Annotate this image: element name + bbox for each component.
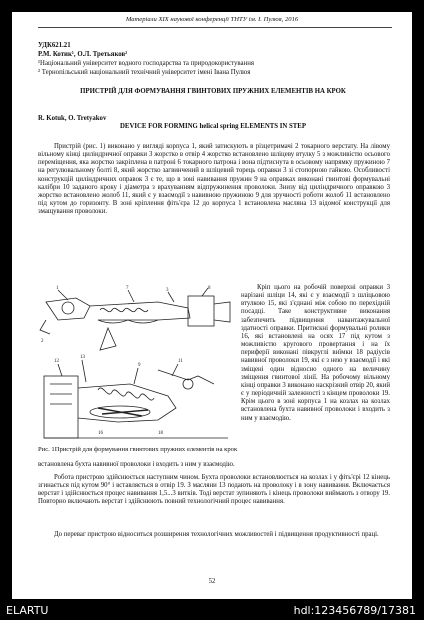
running-header: Матеріали XIX наукової конференції ТНТУ ім. І. Пулюя, 2016 [125, 16, 299, 23]
svg-text:8: 8 [208, 286, 211, 291]
svg-text:13: 13 [80, 355, 85, 360]
authors-en: R. Kotuk, O. Tretyakov [38, 115, 107, 122]
svg-text:18: 18 [158, 431, 163, 436]
footer-handle: hdl:123456789/17381 [293, 604, 416, 617]
svg-text:9: 9 [138, 363, 141, 368]
paragraph-2-continued: встановлена бухта навивної проволоки і входить з ним у взаємодію. [38, 461, 235, 468]
header-rule [38, 27, 392, 28]
paragraph-4: До переваг пристрою відноситься розширення технологічних можливостей і підвищення продуктивності праці. [54, 531, 379, 538]
document-page [12, 12, 412, 599]
device-figure [38, 284, 236, 445]
paper-title-ua: ПРИСТРІЙ ДЛЯ ФОРМУВАННЯ ГВИНТОВИХ ПРУЖНИХ ЕЛЕМЕНТІВ НА КРОК [80, 88, 346, 95]
svg-text:12: 12 [54, 359, 59, 364]
svg-text:11: 11 [178, 359, 183, 364]
figure-caption: Рис. 1Пристрій для формування гвинтових пружних елементів на крок [38, 446, 238, 453]
udk-code: УДК621.21 [38, 42, 71, 49]
svg-text:1: 1 [56, 286, 59, 291]
page-number: 52 [208, 578, 216, 585]
svg-text:7: 7 [126, 286, 129, 291]
paragraph-2: Кріп цього на робочій поверхні оправки 3 нарізані шліци 14, які є у взаємодії з шліцьовою втулкою 15, які з'єднані між собою по перехідній посадці. Таке конструктивне виконання забезпечить підвищення навантажувальної здатності оправки. Притискні формувальні ролики 16, які встановлені на осях 17 під кутом з можливістю кругового провертання і на їх периферії виконані півкруглі виїмки 18 радіусів навивної проволоки 19, які є з нею у взаємодії і які зміщені один відносно одного на величину зміщення гвинтової лінії. На робочому вільному кінці оправки 3 виконано наскрізний отвір 20, який є у періодичній залежності з кінцем проволоки 19. Крім цього в зоні корпуса 1 на козлах на козлах встановлена бухта навивної проволоки і входить з ним у взаємодію. [241, 284, 390, 422]
affiliation-1: ¹Національний університет водного господарства та природокористування [38, 60, 254, 67]
paper-title-en: DEVICE FOR FORMING helical spring ELEMENTS IN STEP [120, 123, 306, 130]
svg-text:3: 3 [166, 288, 169, 293]
authors-ua: Р.М. Котик¹, О.Л. Третьяков² [38, 51, 128, 58]
svg-text:16: 16 [98, 431, 103, 436]
svg-text:2: 2 [41, 339, 44, 344]
affiliation-2: ² Тернопільський національний технічний університет імені Івана Пулюя [38, 69, 251, 76]
paragraph-1: Пристрій (рис. 1) виконано у вигляді корпуса 1, який затискують в різцетримачі 2 токарного верстату. На лівому вільному кінці циліндричної оправки 3 жорстко в отвір 4 жорстко встановлено шліцеву втулку 5 з можливістю осьового переміщення, яка жорстко закріплена в патроні 6 токарного патрона і вона підтиснута в осьовому напрямку пружиною 7 на регулювальному болті 8, який жорстко загвинчений в шліцевий торець оправки 3 зі стопорною гайкою. Особливості конструкцій циліндричних оправок 3 є те, що в зоні навивання пружин 9 на оправках виконані гвинтові формувальні калібри 10 заданого кроку і діаметра з врахуванням відпружинення проволоки. Знизу від циліндричного оправкою 3 жорстко встановлено жолоб 11, який є у взаємодії з навивною пружиною 9 для зручності роботи жолоб 11 встановлено під кутом до горизонту. В зоні кріплення фіть'єра 12 до корпуса 1 встановлена масляна 13 відомої конструкції для змащування проволоки. [38, 143, 390, 216]
paragraph-3: Робота пристрою здійснюється наступним чином. Бухта проволоки встановлюється на козлах і у фіть'єрі 12 кінець згинається під кутом 90° і вставляється в отвір 19. З масляни 13 подають на проволоку і в зону навивання. Включається верстат і здійснюється процес навивання 1,5...3 витків. Тоді верстат зупиняють і кінець проволоки виймають з отвору 19. Повторно включають верстат і здійснюють повний технологічний процес навивання. [38, 474, 390, 506]
footer-repository: ELARTU [6, 604, 49, 617]
footer-bar [0, 600, 424, 620]
